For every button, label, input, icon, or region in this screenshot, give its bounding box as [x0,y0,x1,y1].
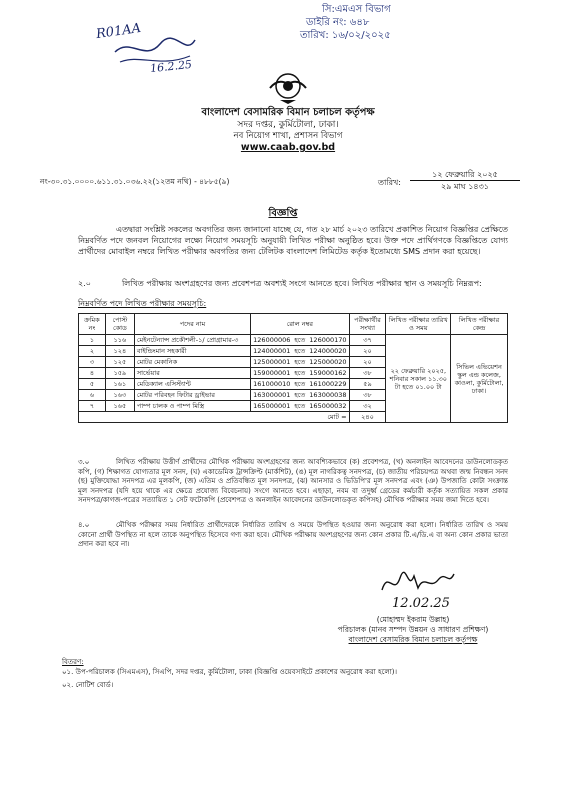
row-code: ১৬৩ [105,390,134,401]
org-address: সদর দপ্তর, কুর্মিটোলা, ঢাকা। [237,120,339,130]
row-code: ১৫৯ [105,368,134,379]
header-count: পরীক্ষার্থীর সংখ্যা [349,314,386,335]
row-count: ২০ [349,357,386,368]
signatory-title: পরিচালক (মানব সম্পদ উন্নয়ন ও সাধারণ প্রশিক্ষণ) [337,625,489,634]
row-code: ১২৫ [105,357,134,368]
letterhead [150,106,426,154]
signature-block [300,615,526,645]
row-roll-from: 125000001 [251,357,293,368]
memo-reference: নং-৩০.৩১.০০০০.৬১১.৩১.০৩৬.২২(১২তম নথি) - ৪৮৮৫(৯) [40,177,230,186]
signatory-name: (মোহাম্মদ ইকরাম উল্লাহ) [376,615,450,624]
row-roll-from: 124000001 [251,346,293,357]
row-serial: ১ [79,335,106,346]
row-serial: ৩ [79,357,106,368]
header-code: পোস্ট কোড [105,314,134,335]
header-post: পদের নাম [134,314,250,335]
row-post: মোটর মেকানিক [134,357,250,368]
row-roll-sep: হতে [294,369,306,377]
memo-date-block [410,169,520,192]
row-roll-from: 163000001 [251,390,293,401]
row-count: ৩৭ [349,335,386,346]
paragraph-1: এতদ্বারা সংশ্লিষ্ট সকলের অবগতির জন্য জানানো যাচ্ছে যে, গত ২৮ মার্চ ২০২৩ তারিখে প্রকাশিত নিয়োগ বিজ্ঞপ্তির প্রেক্ষিতে নিম্নবর্ণিত পদে জনবল নিয়োগের লক্ষ্যে নিয়োগ সময়সূচি অনুযায়ী লিখিত পরীক্ষা অনুষ্ঠিত হবে। উক্ত পদে প্রার্থিগণকে বিজ্ঞপ্তিতে যোগ্য প্রার্থীদের মোবাইল নম্বরে লিখিত পরীক্ষার অবগতির জন্য টেলিটক বাংলাদেশ লিমিটেড কর্তৃক ইতোমধ্যে SMS প্রদান করা হয়েছে। [78,225,508,256]
row-serial: ৭ [79,401,106,412]
row-roll-sep: হতে [294,391,306,399]
stamp-line-2: ডাইরি নং: ৬৪৮ [306,17,370,28]
header-venue: লিখিত পরীক্ষার কেন্দ্র [451,314,508,335]
row-roll-to: 159000162 [307,368,349,379]
row-roll-from: 126000006 [251,335,293,346]
paragraph-2: লিখিত পরীক্ষায় অংশগ্রহণের জন্য প্রবেশপত্র অবশ্যই সংগে আনতে হবে। লিখিত পরীক্ষার স্থান ও সময়সূচি নিম্নরূপ: [122,279,482,288]
signature-date: 12.02.25 [392,596,450,611]
paragraph-3-number: ৩.০ [78,458,90,466]
org-website-link[interactable]: www.caab.gov.bd [240,142,336,153]
paragraph-2-number: ২.০ [78,279,91,288]
row-roll-to: 126000170 [307,335,349,346]
paragraph-3: লিখিত পরীক্ষায় উত্তীর্ণ প্রার্থীদের মৌখিক পরীক্ষায় অংশগ্রহণের জন্য আবশ্যিকভাবে (ক) প্রবেশপত্র, (খ) অনলাইন আবেদনের ডাউনলোডকৃত কপি, (গ) শিক্ষাগত যোগ্যতার মূল সনদ, (ঘ) একাডেমিক ট্রান্সক্রিপ্ট (মার্কশিট), (ঙ) মূল নাগরিকত্ব সনদপত্র, (চ) জাতীয় পরিচয়পত্র অথবা জন্ম নিবন্ধন সনদ (ছ) মুক্তিযোদ্ধা সনদপত্র এর মূলকপি, (জ) এতিম ও প্রতিবন্ধিত মূল সনদপত্র, (ঝ) আনসার ও ভিডিপি'র মূল সনদপত্র এবং (ঞ) উপজাতি কোটা সংক্রান্ত মূল সনদপত্র (যদি হয়ে থাকে এর ক্ষেত্রে প্রযোজ্য বিবেচনায়) সংগে আনতে হবে। এছাড়া, নবম বা তদুর্ধ্ব গ্রেডের কর্মচারী কর্তৃক সত্যায়িত সকল প্রকার সনদপত্র/কাগজ-পত্রের সত্যায়িত ১ সেট ফটোকপি (প্রবেশপত্র ও অনলাইন আবেদনের ডাউনলোডকৃত কপিসহ) মৌখিক পরীক্ষার সময় জমা দিতে হবে। [78,458,508,504]
row-roll-to: 124000020 [307,346,349,357]
row-post: পাম্প চালক ও পাম্প মিস্ত্রি [134,401,250,412]
distribution-heading: বিতরণ: [62,658,84,666]
signature-image [378,568,458,598]
row-serial: ২ [79,346,106,357]
memo-date-gregorian: ১২ ফেব্রুয়ারি ২০২৫ [410,169,520,181]
exam-datetime-cell: ২২ ফেব্রুয়ারি ২০২৫, শনিবার সকাল ১১.৩০ টা হতে ০১.০০ টা [386,335,451,423]
row-roll-sep: হতে [294,358,306,366]
exam-schedule-table [78,313,508,423]
exam-venue-cell: সিভিল এভিয়েশন স্কুল এন্ড কলেজ, কাওলা, কুর্মিটোলা, ঢাকা। [451,335,508,423]
row-serial: ৫ [79,379,106,390]
row-roll-to: 165000032 [307,401,349,412]
row-count: ৩৮ [349,368,386,379]
row-code: ১২৪ [105,346,134,357]
row-roll-sep: হতে [294,380,306,388]
row-code: ১৬৫ [105,401,134,412]
row-count: ৩৮ [349,390,386,401]
handwritten-corner-note: R01AA [95,20,142,43]
stamp-line-1: সি:এমএস বিভাগ [322,4,391,15]
row-serial: ৪ [79,368,106,379]
schedule-heading: নিম্নবর্ণিত পদে লিখিত পরীক্ষার সময়সূচি: [78,299,207,308]
row-post: সার্ভেয়ার [134,368,250,379]
distribution-item-1: ০১. উপ-পরিচালক (সিএমএস), সিএপি, সদর দপ্তর, কুর্মিটোলা, ঢাকা (বিজ্ঞপ্তি ওয়েবসাইটে প্রকাশের অনুরোধ করা হলো)। [62,668,397,676]
header-roll: রোল নম্বর [251,314,349,335]
received-stamp [300,3,460,42]
header-datetime: লিখিত পরীক্ষার তারিখ ও সময় [386,314,451,335]
row-count: ২০ [349,346,386,357]
row-roll-from: 165000001 [251,401,293,412]
row-code: ১১৬ [105,335,134,346]
caab-emblem-logo [268,70,308,106]
row-roll-sep: হতে [294,336,306,344]
memo-date-bangla: ২৯ মাঘ ১৪৩১ [441,182,489,191]
row-roll-to: 161000229 [307,379,349,390]
paragraph-4-number: ৪.০ [78,521,90,529]
row-roll-from: 159000001 [251,368,293,379]
table-row [79,335,508,346]
distribution-item-2: ০২. নোটিশ বোর্ড। [62,681,114,689]
total-count: ২৪০ [349,412,386,423]
org-name: বাংলাদেশ বেসামরিক বিমান চলাচল কর্তৃপক্ষ [201,107,375,118]
stamp-line-3: তারিখ: ১৬/০২/২০২৫ [300,30,391,41]
row-count: ৩২ [349,401,386,412]
row-post: মেডিক্যাল এসিস্ট্যান্ট [134,379,250,390]
notice-title: বিজ্ঞপ্তি [268,208,298,219]
row-roll-sep: হতে [294,347,306,355]
paragraph-4: মৌখিক পরীক্ষার সময় নির্ধারিত প্রার্থীদেরকে নির্ধারিত তারিখ ও সময়ে উপস্থিত হওয়ার জন্য অনুরোধ করা হলো। নির্ধারিত তারিখ ও সময় কোনো প্রার্থী উপস্থিত না হলে তাকে অনুপস্থিত হিসেবে গণ্য করা হবে। মৌখিক পরীক্ষায় অংশগ্রহণের জন্য কোন প্রকার টি.এ/ডি.এ বা অন্য কোন প্রকার ভাতা প্রদান করা হবে না। [78,521,508,548]
header-serial: ক্রমিক নং [79,314,106,335]
row-roll-to: 163000038 [307,390,349,401]
org-department: নব নিয়োগ শাখা, প্রশাসন বিভাগ [233,131,343,141]
row-post: মেইনটেন্যান্স প্রকৌশলী-১/ প্রোগ্রামার-৩ [134,335,250,346]
memo-date-label: তারিখ: [378,178,401,187]
total-label: মোট = [79,412,350,423]
row-count: ৫৯ [349,379,386,390]
signatory-org: বাংলাদেশ বেসামরিক বিমান চলাচল কর্তৃপক্ষ [348,635,478,644]
row-roll-from: 161000010 [251,379,293,390]
table-header-row [79,314,508,335]
row-post: মোটর পরিবহন ফিটার ড্রাইভার [134,390,250,401]
row-code: ১৬১ [105,379,134,390]
row-post: বাইন্ডিংমান সহকারী [134,346,250,357]
row-roll-to: 125000020 [307,357,349,368]
row-roll-sep: হতে [294,402,306,410]
row-serial: ৬ [79,390,106,401]
handwritten-date-note: 16.2.25 [149,57,193,76]
